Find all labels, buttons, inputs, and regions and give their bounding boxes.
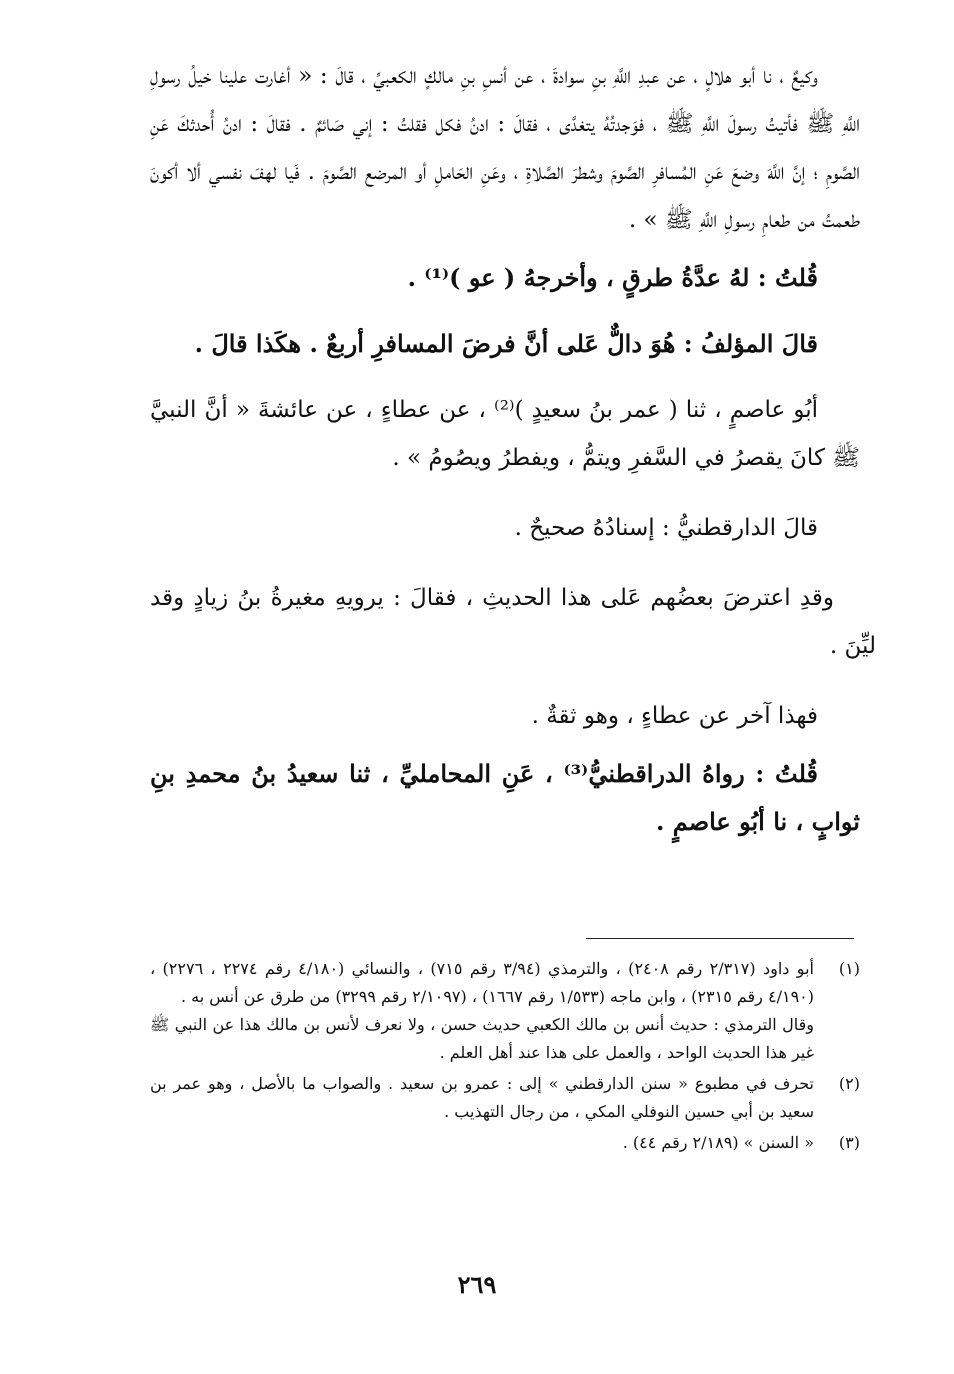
footnote-continuation: وقال الترمذي : حديث أنس بن مالك الكعبي حديث حسن ، ولا نعرف لأنس بن مالك هذا عن النبي ﷺ غير هذا الحديث الواحد ، والعمل على هذا عند أهل العلم . (150, 1015, 814, 1062)
footnote-text: « السنن » (٢/١٨٩ رقم ٤٤) . (622, 1133, 814, 1152)
footnotes (150, 955, 860, 1160)
page-number: ٢٦٩ (457, 1270, 497, 1299)
footnote-body (150, 1129, 814, 1157)
paragraph-qultu-turuq: قُلتُ : لهُ عدَّةُ طرقٍ ، وأخرجهُ ( عو )⁽¹⁾ . (407, 263, 818, 292)
footnote-text: تحرف في مطبوع « سنن الدارقطني » إلى : عمرو بن سعيد . والصواب ما بالأصل ، وهو عمر بن سعيد بن أبي حسين النوفلي المكي ، من رجال التهذيب . (150, 1074, 814, 1121)
paragraph-thiqa: فهذا آخر عن عطاءٍ ، وهو ثقةٌ . (531, 703, 818, 729)
paragraph-author-statement: قالَ المؤلفُ : هُوَ دالٌّ عَلى أنَّ فرضَ المسافرِ أربعٌ . هكَذا قالَ . (194, 329, 818, 358)
paragraph-objection: وقدِ اعترضَ بعضُهم عَلى هذا الحديثِ ، فقالَ : يرويهِ مغيرةُ بنُ زيادٍ وقد ليِّنَ . (150, 585, 876, 659)
paragraph-daraqutni-isnad: قالَ الدارقطنيُّ : إسنادُهُ صحيحٌ . (514, 515, 818, 541)
footnote-text: أبو داود (٢/٣١٧ رقم ٢٤٠٨) ، والترمذي (٣/٩٤ رقم ٧١٥) ، والنسائي (٤/١٨٠ رقم ٢٢٧٤ ، ٢٢٧٦) ، (٤/١٩٠ رقم ٢٣١٥) ، وابن ماجه (١/٥٣٣ رقم ١٦٦٧) ، (٢/١٠٩٧ رقم ٣٢٩٩) من طرق عن أنس به . (150, 959, 814, 1006)
paragraph-hadith-anas: وكيعٌ ، نا أبو هلالٍ ، عن عبدِ اللَّهِ بنِ سوادةَ ، عن أنسِ بنِ مالكٍ الكعبيِّ ، قالَ : « أغارت علينا خيلُ رسولِ اللَّهِ ﷺ فأتيتُ رسولَ اللَّهِ ﷺ ، فوَجدتُهُ يتغدَّى ، فقالَ : ادنُ فكل فقلتُ : إني صَائمٌ . فقالَ : ادنُ أُحدثكَ عَنِ الصَّومِ ؛ إنَّ اللَّهَ وضعَ عَنِ المُسافرِ الصَّومَ وشطرَ الصَّلاةِ ، وعَنِ الحَاملِ أو المرضع الصَّومَ . فَيا لهفَ نفسي ألا أكونَ طعمتُ من طعامِ رسولِ اللَّهِ ﷺ » . (150, 63, 860, 233)
paragraph-hadith-aisha: أبُو عاصمٍ ، ثنا ( عمر بنُ سعيدٍ )⁽²⁾ ، عن عطاءٍ ، عن عائشةَ « أنَّ النبيَّ ﷺ كانَ يقصرُ في السَّفرِ ويتمُّ ، ويفطرُ ويصُومُ » . (150, 397, 860, 471)
footnote-divider (586, 938, 854, 939)
footnote-1 (150, 955, 860, 1067)
main-text (150, 52, 876, 846)
footnote-number: (٢) (838, 1074, 860, 1093)
footnote-2 (150, 1070, 860, 1126)
footnote-3 (150, 1129, 860, 1157)
footnote-number: (١) (838, 959, 860, 978)
footnote-body (150, 1070, 814, 1126)
footnote-number: (٣) (838, 1133, 860, 1152)
paragraph-qultu-riwaya: قُلتُ : رواهُ الدراقطنيُّ⁽³⁾ ، عَنِ المحامليِّ ، ثنا سعيدُ بنُ محمدِ بنِ ثوابٍ ، نا أبُو عاصمٍ . (150, 759, 860, 836)
footnote-body (150, 955, 814, 1067)
